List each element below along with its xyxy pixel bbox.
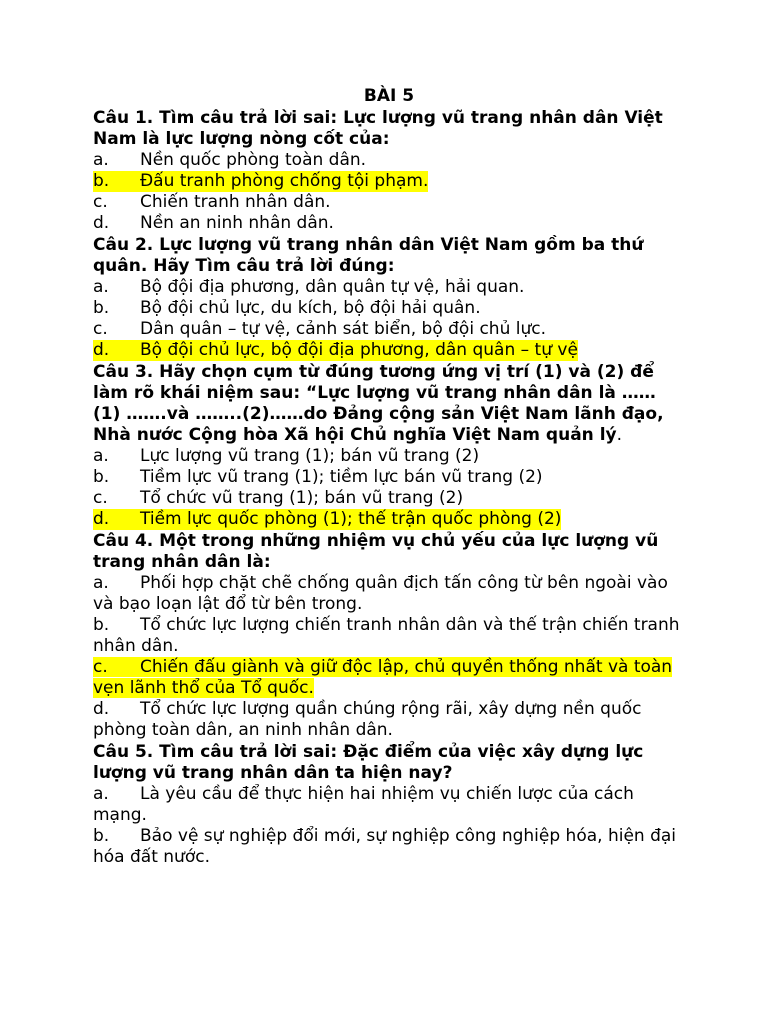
question-3-option-a: a. Lực lượng vũ trang (1); bán vũ trang (2) [93,446,480,466]
question-4-option-b: b. Tổ chức lực lượng chiến tranh nhân dân và thế trận chiến tranh nhân dân. [93,615,680,656]
question-1-option-d: d. Nền an ninh nhân dân. [93,213,334,233]
question-3-option-c: c. Tổ chức vũ trang (1); bán vũ trang (2) [93,488,464,508]
question-4-stem: Câu 4. Một trong những nhiệm vụ chủ yếu của lực lượng vũ trang nhân dân là: [93,531,659,572]
question-2-stem: Câu 2. Lực lượng vũ trang nhân dân Việt Nam gồm ba thứ quân. Hãy Tìm câu trả lời đúng: [93,235,644,276]
document-page [93,86,685,868]
question-1-option-c: c. Chiến tranh nhân dân. [93,192,331,212]
question-1-option-a: a. Nền quốc phòng toàn dân. [93,150,367,170]
question-3-option-d: d. Tiềm lực quốc phòng (1); thế trận quốc phòng (2) [93,509,562,529]
question-5-option-b: b. Bảo vệ sự nghiệp đổi mới, sự nghiệp công nghiệp hóa, hiện đại hóa đất nước. [93,826,677,867]
question-3-option-b: b. Tiềm lực vũ trang (1); tiềm lực bán vũ trang (2) [93,467,543,487]
question-4-option-c: c. Chiến đấu giành và giữ độc lập, chủ quyền thống nhất và toàn vẹn lãnh thổ của Tổ quốc. [93,657,673,698]
question-2-option-b: b. Bộ đội chủ lực, du kích, bộ đội hải quân. [93,298,481,318]
question-1-stem: Câu 1. Tìm câu trả lời sai: Lực lượng vũ trang nhân dân Việt Nam là lực lượng nòng cốt của: [93,108,663,149]
question-2-option-d: d. Bộ đội chủ lực, bộ đội địa phương, dân quân – tự vệ [93,340,578,360]
question-4-option-d: d. Tổ chức lực lượng quần chúng rộng rãi, xây dựng nền quốc phòng toàn dân, an ninh nhân dân. [93,699,642,740]
document-title: BÀI 5 [363,86,415,106]
question-3-stem: Câu 3. Hãy chọn cụm từ đúng tương ứng vị trí (1) và (2) để làm rõ khái niệm sau: “Lực lượng vũ trang nhân dân là …… (1) …….và ……..(2)……do Đảng cộng sản Việt Nam lãnh đạo, Nhà nước Cộng hòa Xã hội Chủ nghĩa Việt Nam quản lý. [93,362,664,445]
question-2-option-a: a. Bộ đội địa phương, dân quân tự vệ, hải quan. [93,277,525,297]
question-5-stem: Câu 5. Tìm câu trả lời sai: Đặc điểm của việc xây dựng lực lượng vũ trang nhân dân ta hiện nay? [93,742,644,783]
question-2-option-c: c. Dân quân – tự vệ, cảnh sát biển, bộ đội chủ lực. [93,319,546,339]
question-5-option-a: a. Là yêu cầu để thực hiện hai nhiệm vụ chiến lược của cách mạng. [93,784,634,825]
question-4-option-a: a. Phối hợp chặt chẽ chống quân địch tấn công từ bên ngoài vào và bạo loạn lật đổ từ bên trong. [93,573,668,614]
question-1-option-b: b. Đấu tranh phòng chống tội phạm. [93,171,429,191]
